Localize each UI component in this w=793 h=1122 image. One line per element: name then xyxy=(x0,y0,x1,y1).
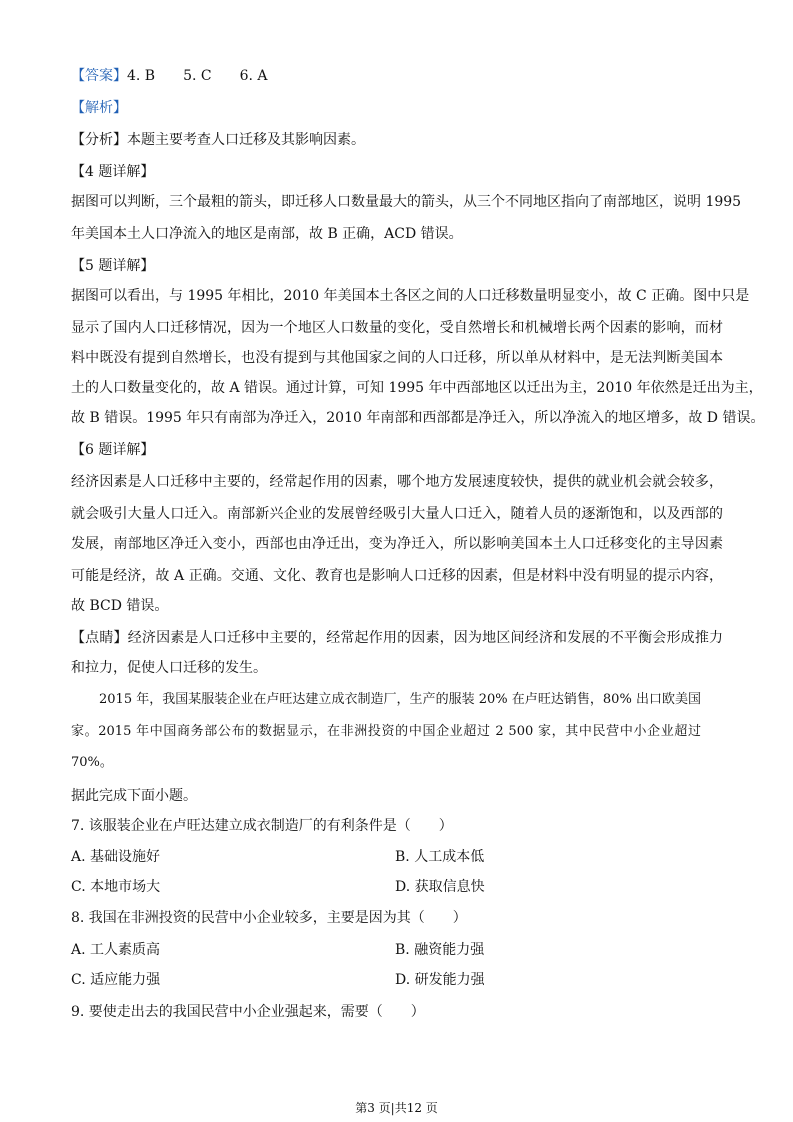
q4-line-1: 据图可以判断，三个最粗的箭头，即迁移人口数量最大的箭头，从三个不同地区指向了南部地区，说明 1995 xyxy=(71,194,742,210)
q5-line-5: 故 B 错误。1995 年只有南部为净迁入，2010 年南部和西部都是净迁入，所以净流入的地区增多，故 D 错误。 xyxy=(71,410,765,426)
answer-values: 4. B 5. C 6. A xyxy=(127,68,268,84)
question-8-option-c: C. 适应能力强 xyxy=(71,972,161,988)
question-8-option-d: D. 研发能力强 xyxy=(395,972,485,988)
q4-line-2: 年美国本土人口净流入的地区是南部，故 B 正确，ACD 错误。 xyxy=(71,226,463,242)
q4-heading: 【4 题详解】 xyxy=(71,164,155,180)
q6-line-3: 发展，南部地区净迁入变小，西部也由净迁出，变为净迁入，所以影响美国本土人口迁移变化的主导因素 xyxy=(71,536,723,552)
question-8-option-a: A. 工人素质高 xyxy=(71,942,161,958)
question-7-option-d: D. 获取信息快 xyxy=(395,879,485,895)
material-line-2: 家。2015 年中国商务部公布的数据显示，在非洲投资的中国企业超过 2 500 家，其中民营中小企业超过 xyxy=(71,724,701,739)
q6-heading: 【6 题详解】 xyxy=(71,442,155,458)
answer-label: 【答案】 xyxy=(71,68,127,84)
material-instruction: 据此完成下面小题。 xyxy=(71,788,197,804)
q6-line-5: 故 BCD 错误。 xyxy=(71,598,169,614)
tip-line-2: 和拉力，促使人口迁移的发生。 xyxy=(71,660,267,676)
q6-line-2: 就会吸引大量人口迁入。南部新兴企业的发展曾经吸引大量人口迁入，随着人员的逐渐饱和，以及西部的 xyxy=(71,506,723,522)
tip-line-1: 【点睛】经济因素是人口迁移中主要的，经常起作用的因素，因为地区间经济和发展的不平衡会形成推力 xyxy=(71,630,723,646)
q5-line-3: 料中既没有提到自然增长，也没有提到与其他国家之间的人口迁移，所以单从材料中，是无法判断美国本 xyxy=(71,350,723,366)
summary-line: 【分析】本题主要考查人口迁移及其影响因素。 xyxy=(71,132,365,148)
q5-line-1: 据图可以看出，与 1995 年相比，2010 年美国本土各区之间的人口迁移数量明显变小，故 C 正确。图中只是 xyxy=(71,288,750,304)
q5-line-2: 显示了国内人口迁移情况，因为一个地区人口数量的变化，受自然增长和机械增长两个因素的影响，而材 xyxy=(71,320,723,336)
question-7-option-a: A. 基础设施好 xyxy=(71,849,161,865)
question-8-option-b: B. 融资能力强 xyxy=(395,942,485,958)
analysis-label: 【解析】 xyxy=(71,100,127,116)
answer-line xyxy=(71,66,723,86)
question-8-stem: 8. 我国在非洲投资的民营中小企业较多，主要是因为其（ ） xyxy=(71,910,467,926)
question-9-stem: 9. 要使走出去的我国民营中小企业强起来，需要（ ） xyxy=(71,1004,425,1020)
page-footer: 第3 页|共12 页 xyxy=(355,1101,438,1115)
question-7-option-b: B. 人工成本低 xyxy=(395,849,485,865)
question-7-option-c: C. 本地市场大 xyxy=(71,879,161,895)
q5-heading: 【5 题详解】 xyxy=(71,258,155,274)
material-line-1: 2015 年，我国某服装企业在卢旺达建立成衣制造厂，生产的服装 20% 在卢旺达销售，80% 出口欧美国 xyxy=(99,692,701,707)
material-line-3: 70%。 xyxy=(71,755,113,770)
question-7-stem: 7. 该服装企业在卢旺达建立成衣制造厂的有利条件是（ ） xyxy=(71,818,453,834)
q5-line-4: 土的人口数量变化的，故 A 错误。通过计算，可知 1995 年中西部地区以迁出为主，2010 年依然是迁出为主， xyxy=(71,380,763,396)
q6-line-4: 可能是经济，故 A 正确。交通、文化、教育也是影响人口迁移的因素，但是材料中没有明显的提示内容， xyxy=(71,568,723,584)
q6-line-1: 经济因素是人口迁移中主要的，经常起作用的因素，哪个地方发展速度较快，提供的就业机会就会较多， xyxy=(71,474,723,490)
